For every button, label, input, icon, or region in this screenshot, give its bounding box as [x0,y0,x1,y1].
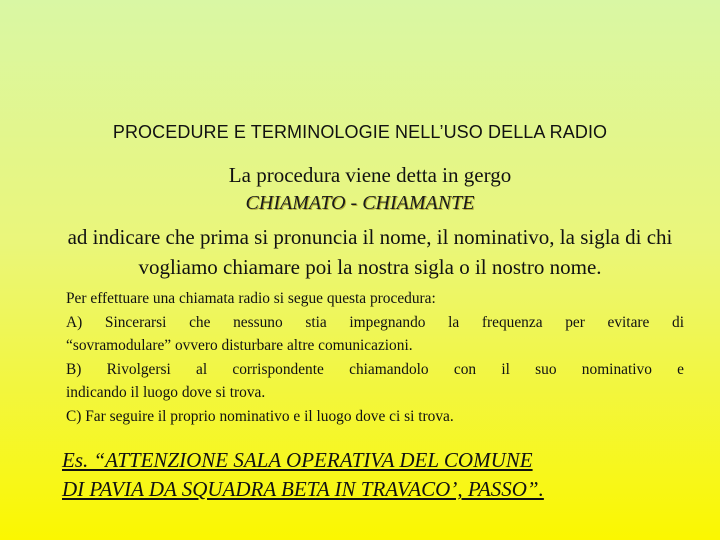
intro-line: La procedura viene detta in gergo [228,163,512,187]
example-line2: DI PAVIA DA SQUADRA BETA IN TRAVACO’, PASSO”. [62,477,544,501]
callsign-term: CHIAMATO - CHIAMANTE [245,192,475,214]
procedure-heading: Per effettuare una chiamata radio si segue questa procedura: [66,290,436,307]
procedure-step-a-line1: A) Sincerarsi che nessuno stia impegnando la frequenza per evitare di [66,313,684,331]
page-title: PROCEDURE E TERMINOLOGIE NELL’USO DELLA RADIO [112,122,608,142]
example-block [62,446,702,504]
procedure-step-a-line2: “sovramodulare” ovvero disturbare altre comunicazioni. [66,337,413,354]
intro-explanation: ad indicare che prima si pronuncia il nome, il nominativo, la sigla di chi vogliamo chiamare poi la nostra sigla o il nostro nome. [67,225,673,279]
procedure-step-c: C) Far seguire il proprio nominativo e il luogo dove ci si trova. [66,407,454,425]
example-line1: Es. “ATTENZIONE SALA OPERATIVA DEL COMUNE [62,448,533,472]
procedure-step-b-line2: indicando il luogo dove si trova. [66,384,266,401]
procedure-step-b-line1: B) Rivolgersi al corrispondente chiamandolo con il suo nominativo e [66,360,684,378]
procedure-block [66,287,684,428]
